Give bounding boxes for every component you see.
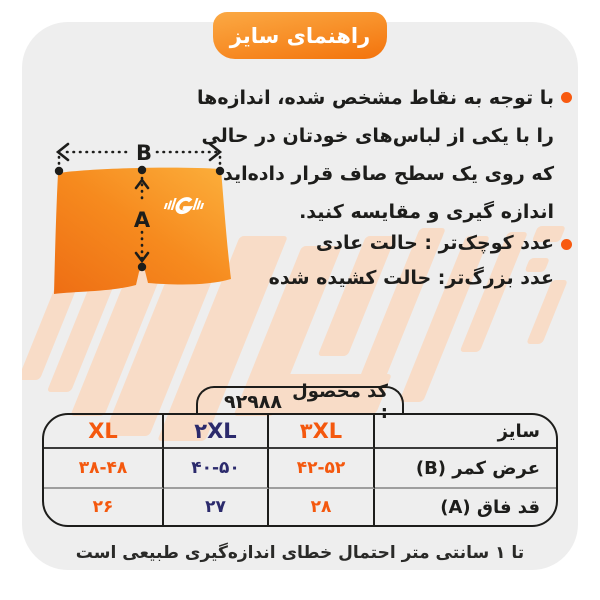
rise-value-xl: ۲۶ — [44, 489, 164, 525]
instruction-line: را با یکی از لباس‌های خودتان در حالی — [201, 125, 554, 147]
width-marker-label: B — [135, 141, 153, 165]
size-table — [42, 413, 558, 527]
waist-value-3xl: ۴۲-۵۲ — [269, 449, 375, 489]
table-header-2xl: ۲XL — [164, 415, 269, 449]
table-header-xl: XL — [44, 415, 164, 449]
instruction-line: عدد بزرگ‌تر: حالت کشیده شده — [268, 267, 554, 289]
size-guide-badge — [213, 12, 387, 59]
table-row-rise-label: قد فاق (A) — [440, 496, 540, 518]
table-header-3xl: ۳XL — [269, 415, 375, 449]
badge-label: راهنمای سایز — [229, 23, 371, 48]
product-code-tab — [196, 380, 404, 423]
instruction-line: با توجه به نقاط مشخص شده، اندازه‌ها — [197, 87, 554, 109]
table-row-waist-label: عرض کمر (B) — [375, 449, 556, 489]
product-code-label: کد محصول : — [292, 380, 388, 423]
measurement-tolerance-note: تا ۱ سانتی متر احتمال خطای اندازه‌گیری طبیعی است — [75, 543, 525, 563]
rise-value-2xl: ۲۷ — [164, 489, 269, 525]
waist-value-xl: ۳۸-۴۸ — [44, 449, 164, 489]
bullet-dot-icon — [561, 92, 572, 103]
instruction-bullet-2 — [269, 226, 572, 296]
rise-value-3xl: ۲۸ — [269, 489, 375, 525]
instruction-line: اندازه گیری و مقایسه کنید. — [299, 201, 554, 223]
product-code-value: ۹۲۹۸۸ — [224, 390, 282, 413]
waist-value-2xl: ۴۰-۵۰ — [164, 449, 269, 489]
bullet-dot-icon — [561, 239, 572, 250]
instruction-bullet-1 — [197, 79, 572, 231]
height-marker-label: A — [133, 208, 151, 232]
instruction-line: که روی یک سطح صاف قرار داده‌اید — [222, 163, 554, 185]
table-header-size: سایز — [375, 415, 556, 449]
instruction-line: عدد کوچک‌تر : حالت عادی — [315, 232, 554, 254]
